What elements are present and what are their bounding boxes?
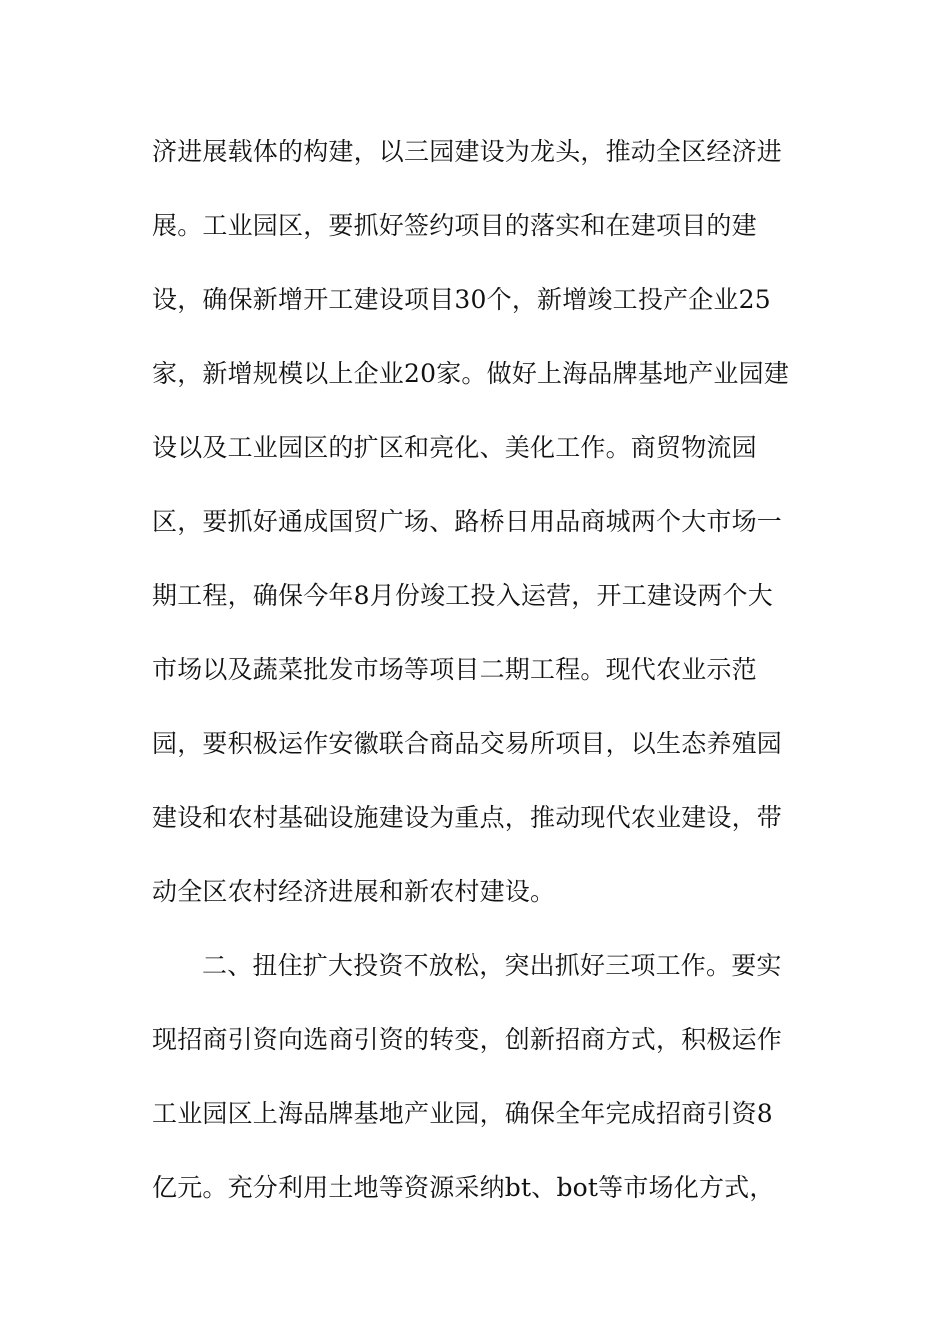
text-line: 展。工业园区，要抓好签约项目的落实和在建项目的建 [152,211,757,240]
text-line: 工业园区上海品牌基地产业园，确保全年完成招商引资8 [152,1099,773,1128]
text-line: 亿元。充分利用土地等资源采纳bt、bot等市场化方式， [152,1173,775,1202]
text-line-indented: 二、扭住扩大投资不放松，突出抓好三项工作。要实 [202,951,782,980]
text-line: 设以及工业园区的扩区和亮化、美化工作。商贸物流园 [152,433,757,462]
text-line: 现招商引资向选商引资的转变，创新招商方式，积极运作 [152,1025,783,1054]
text-line: 家，新增规模以上企业20家。做好上海品牌基地产业园建 [152,359,790,388]
text-line: 济进展载体的构建，以三园建设为龙头，推动全区经济进 [152,137,783,166]
text-line: 区，要抓好通成国贸广场、路桥日用品商城两个大市场一 [152,507,783,536]
text-line: 动全区农村经济进展和新农村建设。 [152,877,556,906]
text-line: 建设和农村基础设施建设为重点，推动现代农业建设，带 [152,803,783,832]
document-body [152,124,812,1234]
text-line: 设，确保新增开工建设项目30个，新增竣工投产企业25 [152,285,771,314]
text-line: 园，要积极运作安徽联合商品交易所项目，以生态养殖园 [152,729,783,758]
text-line: 期工程，确保今年8月份竣工投入运营，开工建设两个大 [152,581,773,610]
text-line: 市场以及蔬菜批发市场等项目二期工程。现代农业示范 [152,655,757,684]
